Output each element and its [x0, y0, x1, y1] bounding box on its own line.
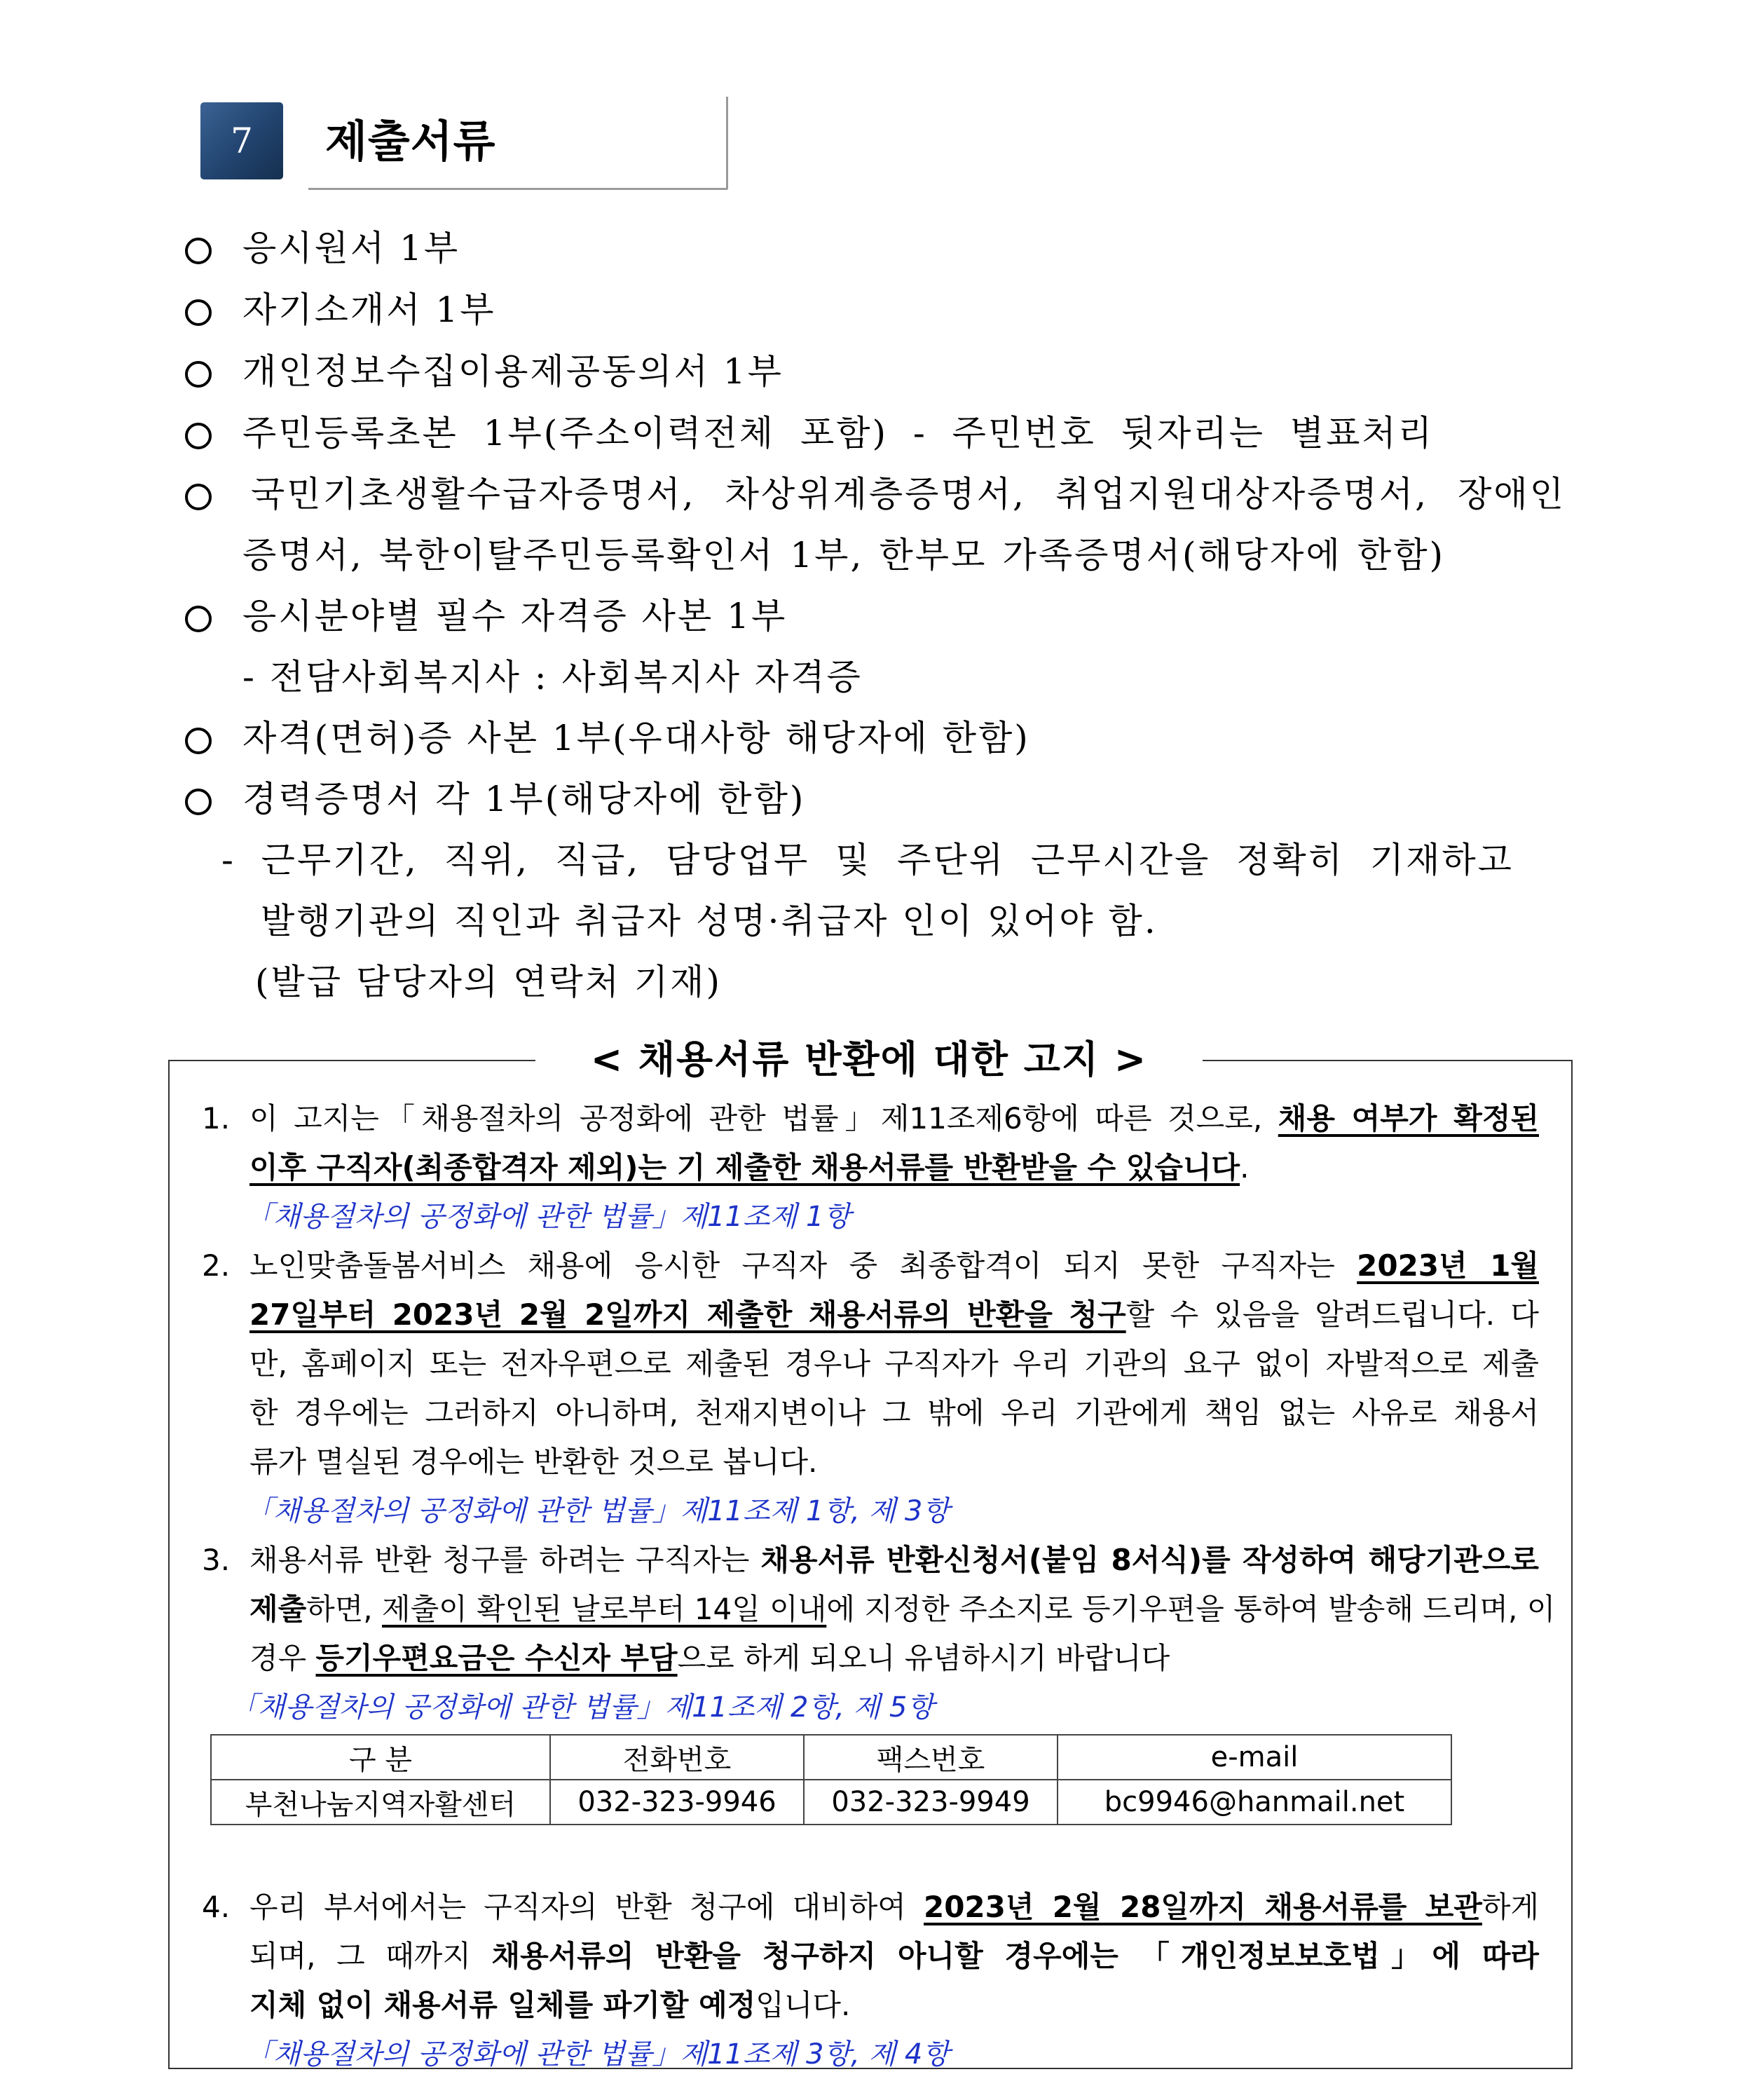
table-header-cell: 전화번호: [550, 1735, 804, 1780]
notice-title: < 채용서류 반환에 대한 고지 >: [535, 1034, 1203, 1086]
notice-item-1-reference: 「채용절차의 공정화에 관한 법률」제11조제 1항: [245, 1201, 851, 1233]
table-row: [211, 1780, 1451, 1825]
bullet-circle-icon: [185, 484, 212, 510]
list-item: 개인정보수집이용제공동의서 1부: [242, 351, 784, 392]
notice-item-3-line-3: 경우 등기우편요금은 수신자 부담으로 하게 되오니 유념하시기 바랍니다: [249, 1641, 1170, 1675]
list-item-continued: 증명서, 북한이탈주민등록확인서 1부, 한부모 가족증명서(해당자에 한함): [242, 535, 1445, 575]
notice-item-3-reference: 「채용절차의 공정화에 관한 법률」제11조제 2항, 제 5항: [230, 1691, 934, 1724]
notice-item-2-line-4: 한 경우에는 그러하지 아니하며, 천재지변이나 그 밖에 우리 기관에게 책임 없는 사유로 채용서: [249, 1396, 1539, 1430]
list-item: 경력증명서 각 1부(해당자에 한함): [242, 779, 806, 819]
list-sub-item-continued: (발급 담당자의 연락처 기재): [255, 962, 722, 1002]
bullet-circle-icon: [185, 423, 212, 449]
notice-item-4-line-3: 지체 없이 채용서류 일체를 파기할 예정입니다.: [249, 1988, 851, 2022]
bullet-circle-icon: [185, 728, 212, 754]
notice-item-2-reference: 「채용절차의 공정화에 관한 법률」제11조제 1항, 제 3항: [245, 1495, 950, 1527]
notice-item-number: 3.: [202, 1543, 231, 1577]
bullet-circle-icon: [185, 299, 212, 326]
table-header-cell: e-mail: [1058, 1735, 1451, 1780]
table-cell-fax: 032-323-9949: [804, 1780, 1058, 1825]
list-item: 자격(면허)증 사본 1부(우대사항 해당자에 한함): [242, 718, 1030, 758]
table-cell-email: bc9946@hanmail.net: [1058, 1780, 1451, 1825]
notice-item-1-line-1: 이 고지는「채용절차의 공정화에 관한 법률」제11조제6항에 따른 것으로, 채용 여부가 확정된: [249, 1101, 1539, 1136]
section-title: 제출서류: [325, 116, 496, 167]
notice-item-number: 2.: [202, 1248, 231, 1283]
notice-item-4-line-1: 우리 부서에서는 구직자의 반환 청구에 대비하여 2023년 2월 28일까지 채용서류를 보관하게: [249, 1890, 1540, 1924]
notice-item-2-line-1: 노인맞춤돌봄서비스 채용에 응시한 구직자 중 최종합격이 되지 못한 구직자는 2023년 1월: [249, 1248, 1539, 1283]
list-item: 자기소개서 1부: [242, 289, 496, 330]
notice-item-3-line-2: 제출하면, 제출이 확인된 날로부터 14일 이내에 지정한 주소지로 등기우편을 통하여 발송해 드리며, 이: [249, 1592, 1556, 1626]
notice-item-2-line-2: 27일부터 2023년 2월 2일까지 제출한 채용서류의 반환을 청구할 수 있음을 알려드립니다. 다: [249, 1297, 1539, 1332]
list-sub-item: - 전담사회복지사 : 사회복지사 자격증: [242, 657, 863, 697]
notice-item-4-line-2: 되며, 그 때까지 채용서류의 반환을 청구하지 아니할 경우에는 「개인정보보호법」에 따라: [249, 1939, 1539, 1973]
table-cell-phone: 032-323-9946: [550, 1780, 804, 1825]
table-header-cell: 구 분: [211, 1735, 550, 1780]
notice-item-4-reference: 「채용절차의 공정화에 관한 법률」제11조제 3항, 제 4항: [245, 2038, 950, 2071]
bullet-circle-icon: [185, 606, 212, 632]
list-item: 국민기초생활수급자증명서, 차상위계층증명서, 취업지원대상자증명서, 장애인: [251, 474, 1566, 514]
table-header-cell: 팩스번호: [804, 1735, 1058, 1780]
notice-item-number: 4.: [202, 1890, 231, 1924]
notice-item-number: 1.: [202, 1101, 231, 1136]
notice-item-3-line-1: 채용서류 반환 청구를 하려는 구직자는 채용서류 반환신청서(붙임 8서식)를 작성하여 해당기관으로: [249, 1543, 1540, 1577]
section-number-badge: 7: [200, 102, 283, 179]
list-item: 주민등록초본 1부(주소이력전체 포함) - 주민번호 뒷자리는 별표처리: [242, 413, 1434, 454]
list-item: 응시분야별 필수 자격증 사본 1부: [242, 596, 788, 636]
list-sub-item: - 근무기간, 직위, 직급, 담당업무 및 주단위 근무시간을 정확히 기재하고: [221, 840, 1514, 880]
bullet-circle-icon: [185, 789, 212, 815]
section-underline: [308, 188, 727, 190]
bullet-circle-icon: [185, 238, 212, 264]
list-sub-item-continued: 발행기관의 직인과 취급자 성명·취급자 인이 있어야 함.: [261, 901, 1158, 941]
table-header-row: [211, 1735, 1451, 1780]
notice-item-2-line-5: 류가 멸실된 경우에는 반환한 것으로 봅니다.: [249, 1445, 818, 1479]
bullet-circle-icon: [185, 361, 212, 388]
list-item: 응시원서 1부: [242, 228, 460, 268]
contact-table: [210, 1734, 1452, 1825]
notice-item-1-line-2: 이후 구직자(최종합격자 제외)는 기 제출한 채용서류를 반환받을 수 있습니다.: [249, 1150, 1250, 1185]
notice-item-2-line-3: 만, 홈페이지 또는 전자우편으로 제출된 경우나 구직자가 우리 기관의 요구 없이 자발적으로 제출: [249, 1346, 1539, 1381]
table-cell-organization: 부천나눔지역자활센터: [211, 1780, 550, 1825]
section-divider: [726, 97, 728, 189]
